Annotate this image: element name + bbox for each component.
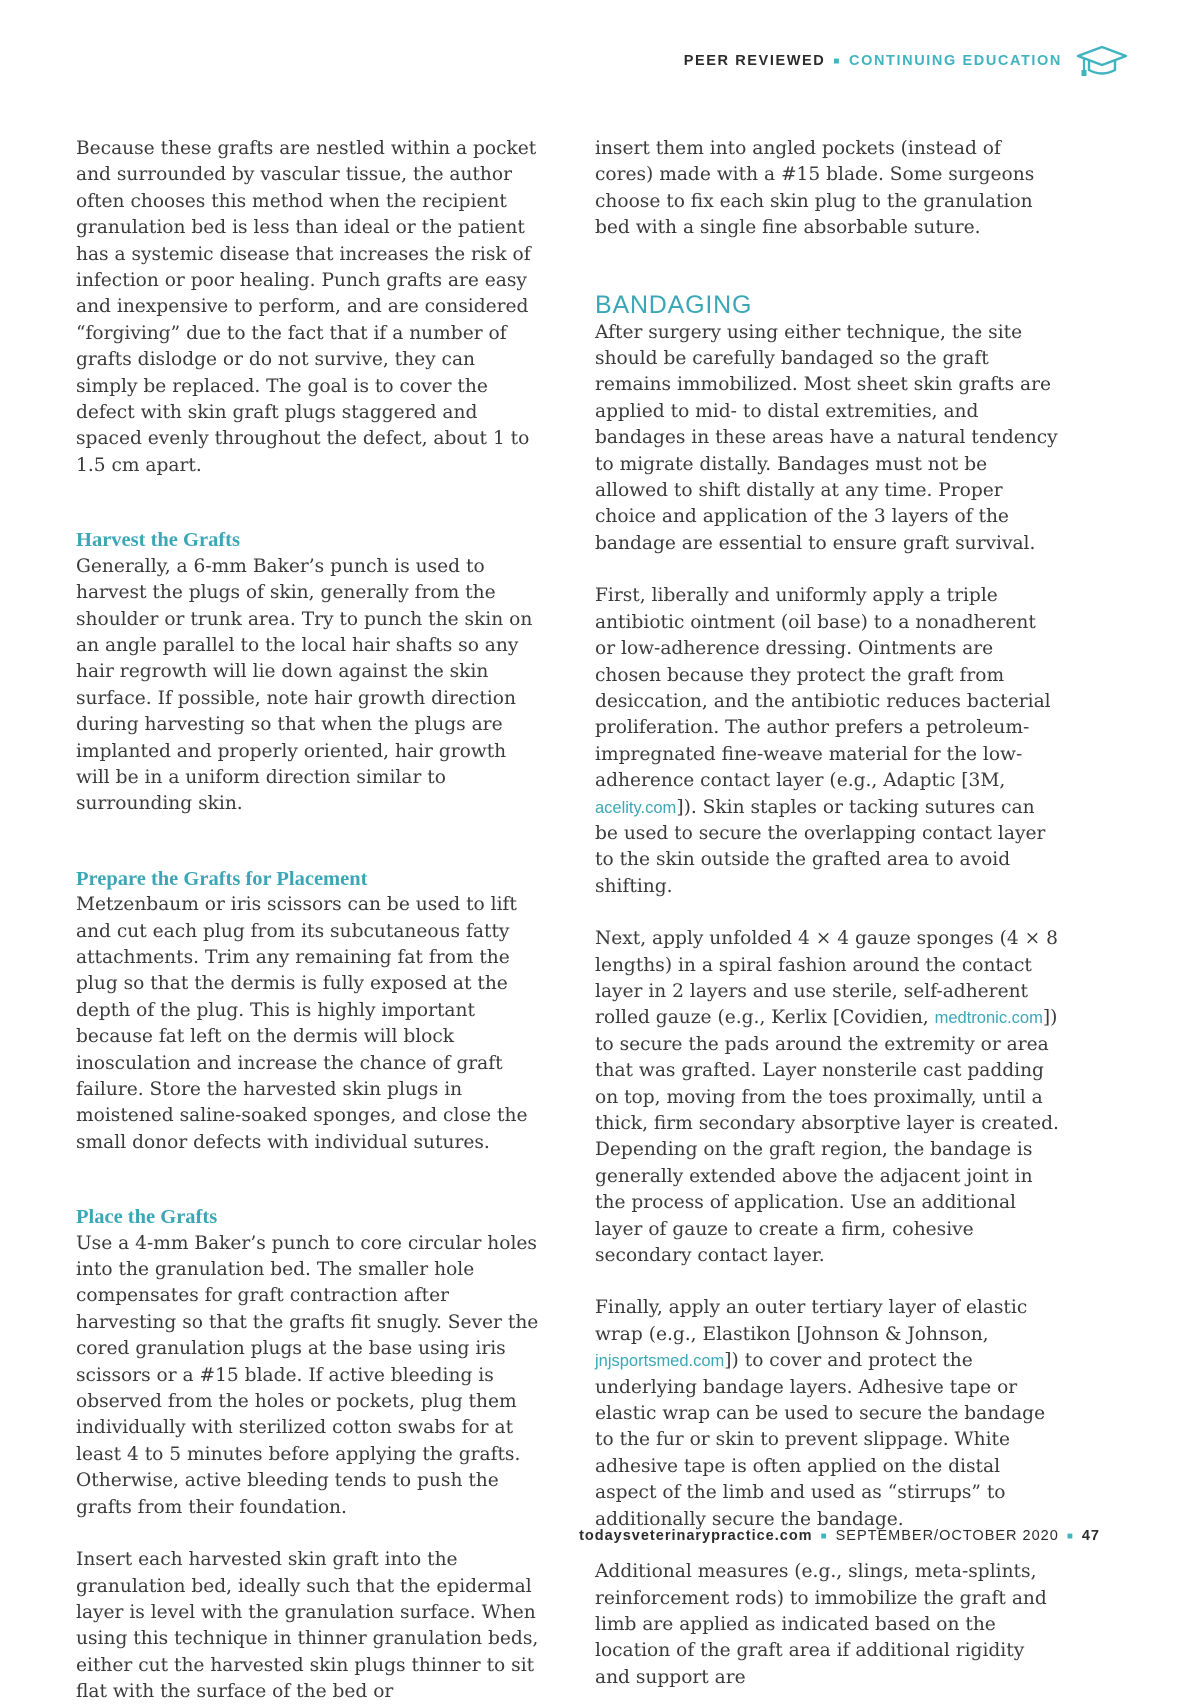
- intro-paragraph: Because these grafts are nestled within a pocket and surrounded by vascular tissue, the author often chooses this method when the recipient granulation bed is less than ideal or the patient has a systemic disease that increases the risk of infection or poor healing. Punch grafts are easy and inexpensive to perform, and are considered “forgiving” due to the fact that if a number of grafts dislodge or do not survive, they can simply be replaced. The goal is to cover the defect with skin graft plugs staggered and spaced evenly throughout the defect, about 1 to 1.5 cm apart.: [76, 138, 537, 476]
- footer-site: todaysveterinarypractice.com: [579, 1528, 813, 1544]
- page-footer: [579, 1528, 1100, 1544]
- acelity-link[interactable]: acelity.com: [595, 798, 677, 817]
- place-paragraph-1: Use a 4-mm Baker’s punch to core circular holes into the granulation bed. The smaller hole compensates for graft contraction after harvesting so that the grafts fit snugly. Sever the cored granulation plugs at the base using iris scissors or a #15 blade. If active bleeding is observed from the holes or pockets, plug them individually with sterilized cotton swabs for at least 4 to 5 minutes before applying the grafts. Otherwise, active bleeding tends to push the grafts from their foundation.: [76, 1232, 539, 1518]
- left-column: [76, 136, 540, 1706]
- running-header: [684, 44, 1128, 78]
- additional-measures-paragraph: Additional measures (e.g., slings, meta-splints, reinforcement rods) to immobilize the graft and limb are applied as indicated based on the location of the graft area if additional rigidity and support are: [595, 1561, 1047, 1688]
- medtronic-link[interactable]: medtronic.com: [934, 1009, 1043, 1028]
- right-column: [595, 136, 1059, 1691]
- continuing-education-label: CONTINUING EDUCATION: [849, 53, 1062, 69]
- jnjsportsmed-link[interactable]: jnjsportsmed.com: [595, 1352, 725, 1371]
- continuation-paragraph: insert them into angled pockets (instead of cores) made with a #15 blade. Some surgeons choose to fix each skin plug to the granulation bed with a single fine absorbable suture.: [595, 138, 1035, 239]
- bandaging-paragraph: After surgery using either technique, the site should be carefully bandaged so the graft remains immobilized. Most sheet skin grafts are applied to mid- to distal extremities, and bandages in these areas have a natural tendency to migrate distally. Bandages must not be allowed to shift distally at any time. Proper choice and application of the 3 layers of the bandage are essential to ensure graft survival.: [595, 321, 1058, 554]
- footer-separator-1: ■: [820, 1530, 828, 1542]
- place-paragraph-2: Insert each harvested skin graft into the granulation bed, ideally such that the epidermal layer is level with the granulation surface. When using this technique in thinner granulation beds, either cut the harvested skin plugs thinner to sit flat with the surface of the bed or: [76, 1549, 539, 1703]
- footer-issue: SEPTEMBER/OCTOBER 2020: [835, 1528, 1059, 1544]
- page-number: 47: [1081, 1528, 1100, 1544]
- third-layer-paragraph: Finally, apply an outer tertiary layer of elastic wrap (e.g., Elastikon [Johnson & Johnson, jnjsportsmed.com]) to cover and protect the underlying bandage layers. Adhesive tape or elastic wrap can be used to secure the bandage to the fur or skin to prevent slippage. White adhesive tape is often applied on the distal aspect of the limb and used as “stirrups” to additionally secure the bandage.: [595, 1297, 1046, 1530]
- graduation-cap-icon: [1076, 44, 1128, 78]
- place-heading: Place the Grafts: [76, 1206, 218, 1229]
- bandaging-heading: BANDAGING: [595, 290, 753, 319]
- header-separator: ■: [833, 55, 842, 67]
- prepare-paragraph: Metzenbaum or iris scissors can be used to lift and cut each plug from its subcutaneous fatty attachments. Trim any remaining fat from the plug so that the dermis is fully exposed at the depth of the plug. This is highly important because fat left on the dermis will block inosculation and increase the chance of graft failure. Store the harvested skin plugs in moistened saline-soaked sponges, and close the small donor defects with individual sutures.: [76, 894, 528, 1153]
- prepare-heading: Prepare the Grafts for Placement: [76, 867, 368, 890]
- harvest-heading: Harvest the Grafts: [76, 529, 240, 552]
- footer-separator-2: ■: [1066, 1530, 1074, 1542]
- first-layer-paragraph: First, liberally and uniformly apply a triple antibiotic ointment (oil base) to a nonadherent or low-adherence dressing. Ointments are chosen because they protect the graft from desiccation, and the antibiotic reduces bacterial proliferation. The author prefers a petroleum-impregnated fine-weave material for the low-adherence contact layer (e.g., Adaptic [3M, acelity.com]). Skin staples or tacking sutures can be used to secure the overlapping contact layer to the skin outside the grafted area to avoid shifting.: [595, 585, 1051, 897]
- peer-reviewed-label: PEER REVIEWED: [683, 53, 826, 69]
- harvest-paragraph: Generally, a 6-mm Baker’s punch is used to harvest the plugs of skin, generally from the shoulder or trunk area. Try to punch the skin on an angle parallel to the local hair shafts so any hair regrowth will lie down against the skin surface. If possible, note hair growth direction during harvesting so that when the plugs are implanted and properly oriented, hair growth will be in a uniform direction similar to surrounding skin.: [76, 555, 533, 815]
- second-layer-paragraph: Next, apply unfolded 4 × 4 gauze sponges (4 × 8 lengths) in a spiral fashion around the contact layer in 2 layers and use sterile, self-adherent rolled gauze (e.g., Kerlix [Covidien, medtronic.com]) to secure the pads around the extremity or area that was grafted. Layer nonsterile cast padding on top, moving from the toes proximally, until a thick, firm secondary absorptive layer is created. Depending on the graft region, the bandage is generally extended above the adjacent joint in the process of application. Use an additional layer of gauze to create a firm, cohesive secondary contact layer.: [595, 928, 1059, 1267]
